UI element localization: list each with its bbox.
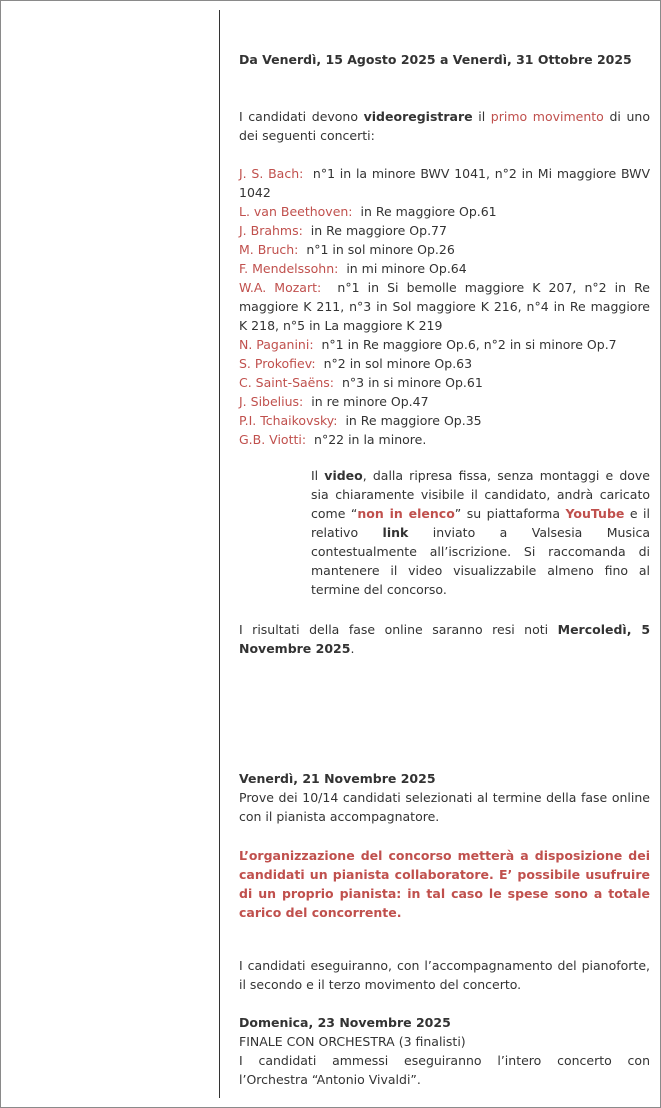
video-text-e: ” su piattaforma xyxy=(454,506,566,521)
concerto-works: in Re maggiore Op.61 xyxy=(360,204,497,219)
composer-name: J. Brahms: xyxy=(239,223,303,238)
semifinal-description: Prove dei 10/14 candidati selezionati al termine della fase online con il pianista accompagnatore. xyxy=(239,790,650,824)
concerto-item xyxy=(239,202,650,221)
finale-section xyxy=(239,1013,650,1089)
column-divider xyxy=(219,10,220,1098)
intro-text-2: il xyxy=(472,109,491,124)
results-date: Mercoledì, 5 Novembre 2025 xyxy=(239,622,651,656)
video-text-a: Il xyxy=(311,468,325,483)
concerto-item xyxy=(239,392,650,411)
concerto-item xyxy=(239,354,650,373)
intro-text-1: I candidati devono xyxy=(239,109,364,124)
concerto-works: in re minore Op.47 xyxy=(311,394,429,409)
video-text-c: , dalla ripresa fissa, senza montaggi e dove sia chiaramente visibile il candidato, andrà caricato come “ xyxy=(311,468,650,521)
concerto-item xyxy=(239,411,650,430)
link-label: link xyxy=(382,525,409,540)
online-phase-dates: Da Venerdì, 15 Agosto 2025 a Venerdì, 31 Ottobre 2025 xyxy=(239,52,632,67)
intro-bold: videoregistrare xyxy=(363,109,473,124)
concerto-item xyxy=(239,430,650,449)
finale-date: Domenica, 23 Novembre 2025 xyxy=(239,1015,451,1030)
composer-name: G.B. Viotti: xyxy=(239,432,307,447)
concerto-item xyxy=(239,164,650,202)
concerto-works: n°1 in Si bemolle maggiore K 207, n°2 in Re maggiore K 211, n°3 in Sol maggiore K 216, n°4 in Re maggiore K 218, n°5 in La maggiore K 219 xyxy=(239,280,650,333)
intro-paragraph xyxy=(239,107,650,145)
concerto-item xyxy=(239,278,650,335)
concerto-item xyxy=(239,240,650,259)
concerto-works: n°1 in sol minore Op.26 xyxy=(306,242,455,257)
concerto-works: n°22 in la minore. xyxy=(314,432,427,447)
non-in-elenco: non in elenco xyxy=(357,506,455,521)
concerto-works: n°1 in la minore BWV 1041, n°2 in Mi maggiore BWV 1042 xyxy=(239,166,651,200)
concerto-works: in Re maggiore Op.35 xyxy=(345,413,482,428)
composer-name: M. Bruch: xyxy=(239,242,299,257)
results-text-1: I risultati della fase online saranno resi noti xyxy=(239,622,558,637)
composer-name: C. Saint-Saëns: xyxy=(239,375,335,390)
concerto-works: n°1 in Re maggiore Op.6, n°2 in si minore Op.7 xyxy=(321,337,617,352)
youtube-label: YouTube xyxy=(565,506,625,521)
composer-name: F. Mendelssohn: xyxy=(239,261,339,276)
perform-note: I candidati eseguiranno, con l’accompagnamento del pianoforte, il secondo e il terzo movimento del concerto. xyxy=(239,958,650,992)
concerto-item xyxy=(239,221,650,240)
concerto-item xyxy=(239,259,650,278)
concerto-item xyxy=(239,373,650,392)
concerto-item xyxy=(239,335,650,354)
semifinal-date: Venerdì, 21 Novembre 2025 xyxy=(239,771,436,786)
finale-title: FINALE CON ORCHESTRA (3 finalisti) xyxy=(239,1034,466,1049)
results-text-2: . xyxy=(350,641,355,656)
finale-description: I candidati ammessi eseguiranno l’intero concerto con l’Orchestra “Antonio Vivaldi”. xyxy=(239,1053,650,1087)
organization-note: L’organizzazione del concorso metterà a disposizione dei candidati un pianista collaboratore. E’ possibile usufruire di un proprio pianista: in tal caso le spese sono a totale carico del concorrente. xyxy=(239,848,650,920)
intro-red: primo movimento xyxy=(490,109,604,124)
composer-name: J. S. Bach: xyxy=(239,166,304,181)
intro-text-3: di uno dei seguenti concerti: xyxy=(239,109,650,143)
composer-name: W.A. Mozart: xyxy=(239,280,322,295)
concerto-works: n°2 in sol minore Op.63 xyxy=(323,356,473,371)
video-instructions xyxy=(239,466,650,599)
concerto-works: n°3 in si minore Op.61 xyxy=(341,375,483,390)
video-bold: video xyxy=(324,468,363,483)
composer-name: N. Paganini: xyxy=(239,337,314,352)
video-text-i: inviato a Valsesia Musica contestualmente all’iscrizione. Si raccomanda di mantenere il video visualizzabile almeno fino al termine del concorso. xyxy=(311,525,650,597)
concerto-list xyxy=(239,164,650,449)
concerto-works: in mi minore Op.64 xyxy=(346,261,467,276)
composer-name: S. Prokofiev: xyxy=(239,356,316,371)
composer-name: P.I. Tchaikovsky: xyxy=(239,413,338,428)
video-text-g: e il relativo xyxy=(311,506,650,540)
composer-name: L. van Beethoven: xyxy=(239,204,353,219)
composer-name: J. Sibelius: xyxy=(239,394,304,409)
concerto-works: in Re maggiore Op.77 xyxy=(310,223,447,238)
results-paragraph xyxy=(239,620,650,658)
semifinal-section xyxy=(239,769,650,826)
